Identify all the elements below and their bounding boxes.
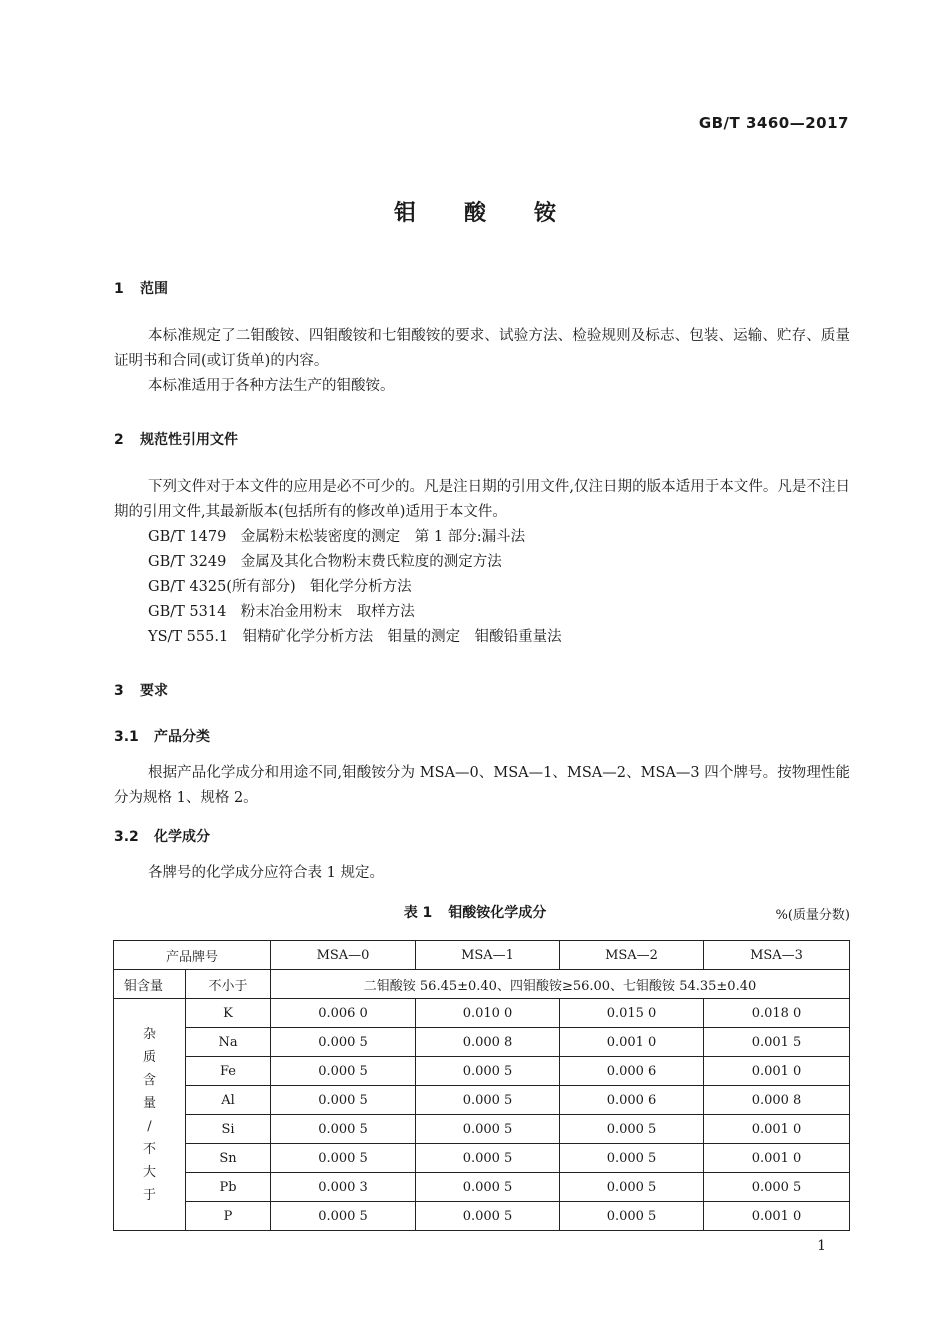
section-3-2-title: 化学成分: [154, 829, 210, 845]
impurity-label-char: 质: [142, 1049, 156, 1065]
grade-header-label: 产品牌号: [114, 941, 271, 970]
reference-item: GB/T 5314 粉末冶金用粉末 取样方法: [148, 604, 415, 620]
section-1-heading: [114, 278, 168, 298]
impurity-value: 0.000 5: [271, 1057, 416, 1086]
impurity-label-char: 不: [142, 1141, 156, 1157]
molybdenum-qualifier: 不小于: [186, 970, 271, 999]
section-3-heading: [114, 680, 168, 700]
section-1-para-2: 本标准适用于各种方法生产的钼酸铵。: [148, 378, 395, 394]
impurity-label-char: 大: [142, 1164, 156, 1180]
impurity-value: 0.000 5: [560, 1115, 704, 1144]
page-number: 1: [817, 1238, 826, 1254]
impurity-element: Sn: [186, 1144, 271, 1173]
section-1-title: 范围: [140, 281, 168, 297]
impurity-value: 0.010 0: [416, 999, 560, 1028]
section-3-title: 要求: [140, 683, 168, 699]
impurity-element: Al: [186, 1086, 271, 1115]
reference-item: GB/T 3249 金属及其化合物粉末费氏粒度的测定方法: [148, 554, 502, 570]
document-title: 钼酸铵: [393, 201, 604, 226]
impurity-row: [114, 1202, 850, 1231]
impurity-element: Si: [186, 1115, 271, 1144]
molybdenum-value: 二钼酸铵 56.45±0.40、四钼酸铵≥56.00、七钼酸铵 54.35±0.40: [271, 970, 850, 999]
impurity-label-char: 于: [142, 1187, 156, 1203]
impurity-value: 0.000 3: [271, 1173, 416, 1202]
impurity-value: 0.006 0: [271, 999, 416, 1028]
impurity-value: 0.000 8: [704, 1086, 850, 1115]
section-3-2-number: 3.2: [114, 829, 139, 845]
grade-header: MSA—0: [271, 941, 416, 970]
impurity-label-char: 量: [142, 1095, 156, 1111]
impurity-group-label: [114, 999, 186, 1231]
impurity-label-char: 含: [142, 1072, 156, 1088]
section-2-intro: 下列文件对于本文件的应用是必不可少的。凡是注日期的引用文件,仅注日期的版本适用于本文件。凡是不注日期的引用文件,其最新版本(包括所有的修改单)适用于本文件。: [114, 479, 850, 520]
reference-item: GB/T 1479 金属粉末松装密度的测定 第 1 部分:漏斗法: [148, 529, 526, 545]
table-caption-title: 钼酸铵化学成分: [448, 905, 547, 921]
table-caption-number: 表 1: [403, 905, 433, 921]
section-3-2-para: 各牌号的化学成分应符合表 1 规定。: [148, 865, 384, 881]
impurity-value: 0.000 8: [416, 1028, 560, 1057]
section-3-1-para: 根据产品化学成分和用途不同,钼酸铵分为 MSA—0、MSA—1、MSA—2、MSA—3 四个牌号。按物理性能分为规格 1、规格 2。: [114, 765, 850, 806]
reference-item: YS/T 555.1 钼精矿化学分析方法 钼量的测定 钼酸铅重量法: [148, 629, 562, 645]
impurity-value: 0.000 5: [704, 1173, 850, 1202]
grade-header: MSA—2: [560, 941, 704, 970]
impurity-value: 0.000 5: [271, 1202, 416, 1231]
impurity-element: Na: [186, 1028, 271, 1057]
impurity-value: 0.001 5: [704, 1028, 850, 1057]
impurity-value: 0.000 6: [560, 1057, 704, 1086]
section-3-1-number: 3.1: [114, 729, 139, 745]
section-1-number: 1: [114, 281, 124, 297]
impurity-value: 0.000 5: [416, 1173, 560, 1202]
grade-header: MSA—3: [704, 941, 850, 970]
impurity-row: [114, 1173, 850, 1202]
impurity-element: P: [186, 1202, 271, 1231]
chemical-composition-table: [113, 940, 850, 1231]
reference-item: GB/T 4325(所有部分) 钼化学分析方法: [148, 579, 412, 595]
impurity-value: 0.000 5: [560, 1202, 704, 1231]
section-2-number: 2: [114, 432, 124, 448]
impurity-element: Pb: [186, 1173, 271, 1202]
impurity-value: 0.000 5: [271, 1028, 416, 1057]
impurity-value: 0.000 5: [416, 1057, 560, 1086]
impurity-row: [114, 999, 850, 1028]
table-header-row: [114, 941, 850, 970]
impurity-element: Fe: [186, 1057, 271, 1086]
impurity-label-char: /: [147, 1118, 152, 1134]
impurity-element: K: [186, 999, 271, 1028]
impurity-value: 0.000 5: [271, 1115, 416, 1144]
impurity-row: [114, 1028, 850, 1057]
impurity-row: [114, 1144, 850, 1173]
impurity-value: 0.001 0: [704, 1115, 850, 1144]
table-unit: %(质量分数): [775, 908, 850, 923]
impurity-row: [114, 1115, 850, 1144]
section-3-1-heading: [114, 726, 210, 746]
grade-header: MSA—1: [416, 941, 560, 970]
impurity-value: 0.001 0: [704, 1057, 850, 1086]
impurity-value: 0.001 0: [560, 1028, 704, 1057]
section-3-number: 3: [114, 683, 124, 699]
impurity-value: 0.000 5: [271, 1144, 416, 1173]
impurity-label-char: 杂: [142, 1026, 156, 1042]
impurity-value: 0.000 5: [416, 1115, 560, 1144]
impurity-value: 0.018 0: [704, 999, 850, 1028]
impurity-value: 0.000 5: [416, 1086, 560, 1115]
standard-code: GB/T 3460—2017: [698, 114, 849, 132]
section-3-1-title: 产品分类: [154, 729, 210, 745]
impurity-row: [114, 1086, 850, 1115]
impurity-value: 0.000 6: [560, 1086, 704, 1115]
impurity-value: 0.000 5: [416, 1202, 560, 1231]
impurity-row: [114, 1057, 850, 1086]
impurity-value: 0.015 0: [560, 999, 704, 1028]
impurity-value: 0.001 0: [704, 1144, 850, 1173]
impurity-value: 0.001 0: [704, 1202, 850, 1231]
impurity-value: 0.000 5: [560, 1144, 704, 1173]
impurity-value: 0.000 5: [271, 1086, 416, 1115]
impurity-value: 0.000 5: [560, 1173, 704, 1202]
molybdenum-label: 钼含量: [114, 970, 186, 999]
section-2-heading: [114, 429, 238, 449]
molybdenum-content-row: [114, 970, 850, 999]
section-1-para-1: 本标准规定了二钼酸铵、四钼酸铵和七钼酸铵的要求、试验方法、检验规则及标志、包装、运输、贮存、质量证明书和合同(或订货单)的内容。: [114, 328, 850, 369]
section-2-title: 规范性引用文件: [140, 432, 238, 448]
section-3-2-heading: [114, 826, 210, 846]
impurity-value: 0.000 5: [416, 1144, 560, 1173]
